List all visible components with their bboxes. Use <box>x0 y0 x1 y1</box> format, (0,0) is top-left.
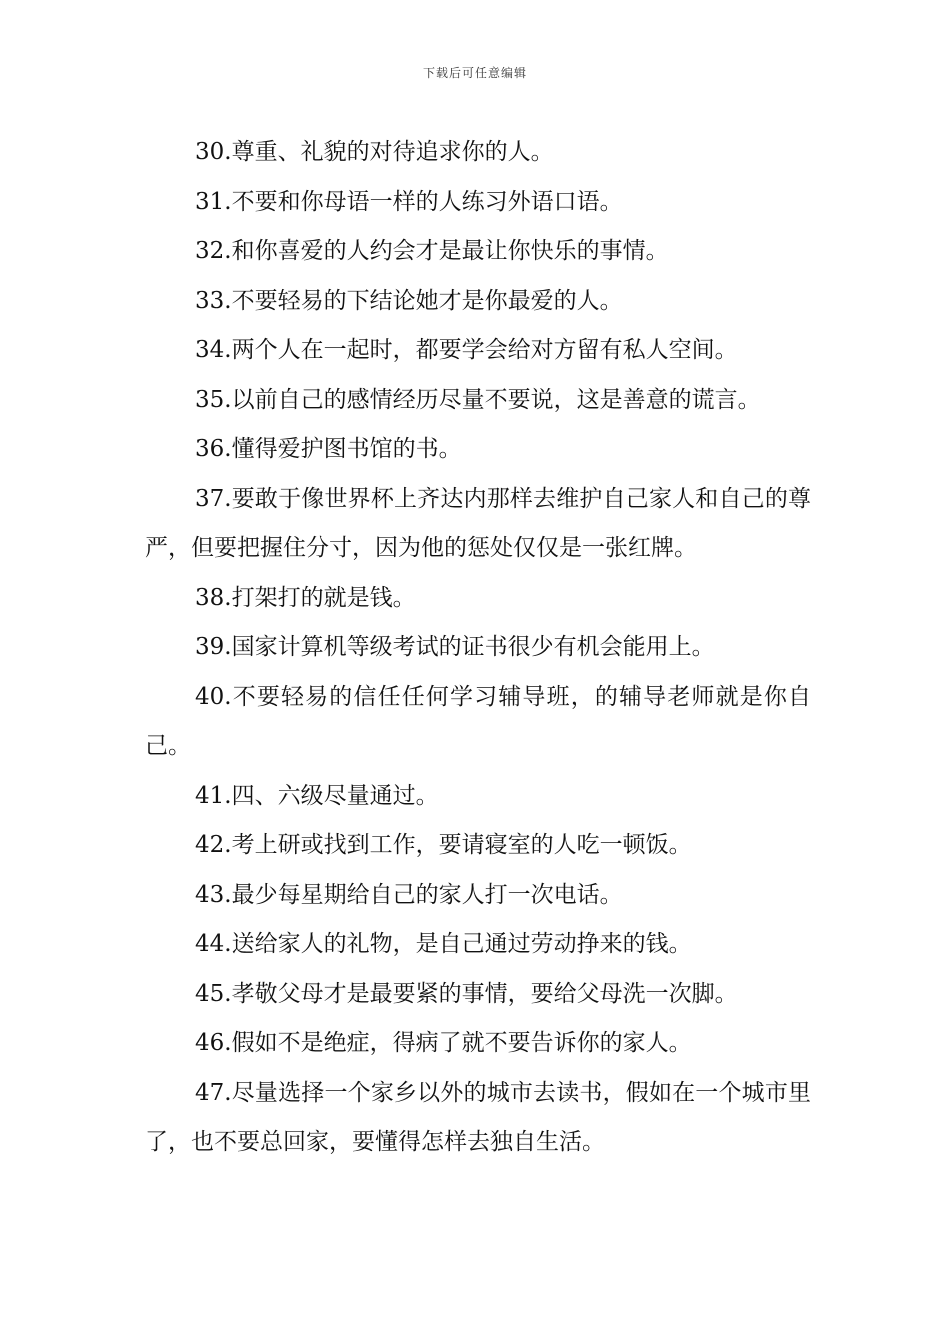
list-item: 34.两个人在一起时，都要学会给对方留有私人空间。 <box>195 337 738 363</box>
list-item: 44.送给家人的礼物，是自己通过劳动挣来的钱。 <box>195 931 692 957</box>
list-item: 32.和你喜爱的人约会才是最让你快乐的事情。 <box>195 238 669 264</box>
page-header-note: 下载后可任意编辑 <box>422 66 527 80</box>
list-item: 42.考上研或找到工作，要请寝室的人吃一顿饭。 <box>195 832 692 858</box>
list-item: 30.尊重、礼貌的对待追求你的人。 <box>195 139 554 165</box>
list-item: 38.打架打的就是钱。 <box>195 584 416 611</box>
document-body <box>145 128 811 1168</box>
list-item: 45.孝敬父母才是最要紧的事情，要给父母洗一次脚。 <box>195 980 738 1007</box>
list-item: 41.四、六级尽量通过。 <box>195 782 439 809</box>
list-item: 43.最少每星期给自己的家人打一次电话。 <box>195 881 623 908</box>
list-item: 39.国家计算机等级考试的证书很少有机会能用上。 <box>195 634 715 660</box>
list-item: 36.懂得爱护图书馆的书。 <box>195 436 462 462</box>
list-item: 46.假如不是绝症，得病了就不要告诉你的家人。 <box>195 1030 692 1056</box>
list-item: 31.不要和你母语一样的人练习外语口语。 <box>195 188 623 215</box>
list-item: 35.以前自己的感情经历尽量不要说，这是善意的谎言。 <box>195 386 761 413</box>
list-item: 40.不要轻易的信任任何学习辅导班，的辅导老师就是你自己。 <box>145 683 811 759</box>
list-item: 37.要敢于像世界杯上齐达内那样去维护自己家人和自己的尊严，但要把握住分寸，因为他的惩处仅仅是一张红牌。 <box>145 485 811 561</box>
list-item: 47.尽量选择一个家乡以外的城市去读书，假如在一个城市里了，也不要总回家，要懂得怎样去独自生活。 <box>145 1079 811 1155</box>
list-item: 33.不要轻易的下结论她才是你最爱的人。 <box>195 287 623 314</box>
